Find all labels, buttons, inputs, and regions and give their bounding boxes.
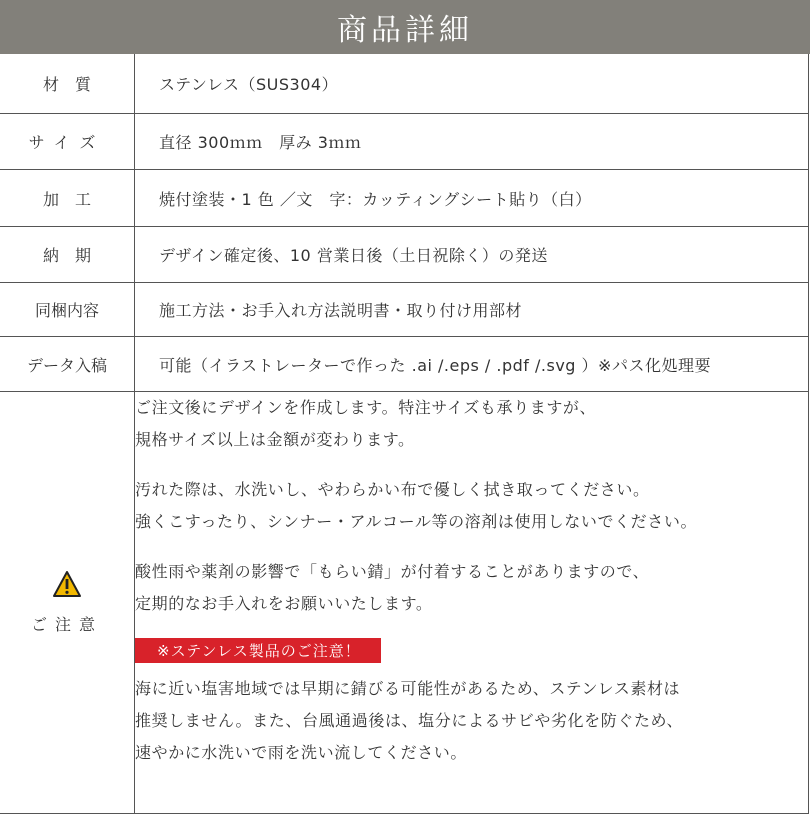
page-title: 商品詳細	[337, 13, 473, 48]
table-row	[0, 227, 809, 283]
row-value-processing: 焼付塗装・1 色 ／文 字：カッティングシート貼り（白）	[135, 170, 809, 227]
note-paragraph: 酸性雨や薬剤の影響で「もらい錆」が付着することがありますので、 定期的なお手入れをお願いいたします。	[135, 562, 650, 613]
table-row	[0, 337, 809, 392]
caution-label: ご注意	[30, 615, 103, 634]
table-row	[0, 114, 809, 170]
row-label-material: 材 質	[0, 54, 135, 114]
stainless-caution-badge: ※ステンレス製品のご注意！	[135, 638, 381, 663]
row-label-data-submission: データ入稿	[0, 337, 135, 392]
row-label-contents: 同梱内容	[0, 283, 135, 337]
note-paragraph: ご注文後にデザインを作成します。特注サイズも承りますが、 規格サイズ以上は金額が変わります。	[135, 398, 597, 449]
title-bar	[0, 0, 810, 54]
note-paragraph: 汚れた際は、水洗いし、やわらかい布で優しく拭き取ってください。 強くこすったり、シンナー・アルコール等の溶剤は使用しないでください。	[135, 480, 698, 531]
spec-table	[0, 54, 809, 814]
table-row	[0, 392, 809, 814]
row-value-delivery: デザイン確定後、10 営業日後（土日祝除く）の発送	[135, 227, 809, 283]
caution-notes	[135, 392, 809, 814]
caution-label-cell	[0, 392, 135, 814]
row-label-delivery: 納 期	[0, 227, 135, 283]
table-row	[0, 170, 809, 227]
row-value-data-submission: 可能（イラストレーターで作った .ai /.eps / .pdf /.svg ）※パス化処理要	[135, 337, 809, 392]
table-row	[0, 54, 809, 114]
row-label-processing: 加 工	[0, 170, 135, 227]
row-value-contents: 施工方法・お手入れ方法説明書・取り付け用部材	[135, 283, 809, 337]
row-value-material: ステンレス（SUS304）	[135, 54, 809, 114]
table-row	[0, 283, 809, 337]
row-value-size: 直径 300ｍｍ 厚み 3ｍｍ	[135, 114, 809, 170]
stainless-note: 海に近い塩害地域では早期に錆びる可能性があるため、ステンレス素材は 推奨しません。また、台風通過後は、塩分によるサビや劣化を防ぐため、 速やかに水洗いで雨を洗い流してください。	[135, 679, 684, 762]
warning-icon	[52, 570, 82, 598]
row-label-size: サイズ	[0, 114, 135, 170]
